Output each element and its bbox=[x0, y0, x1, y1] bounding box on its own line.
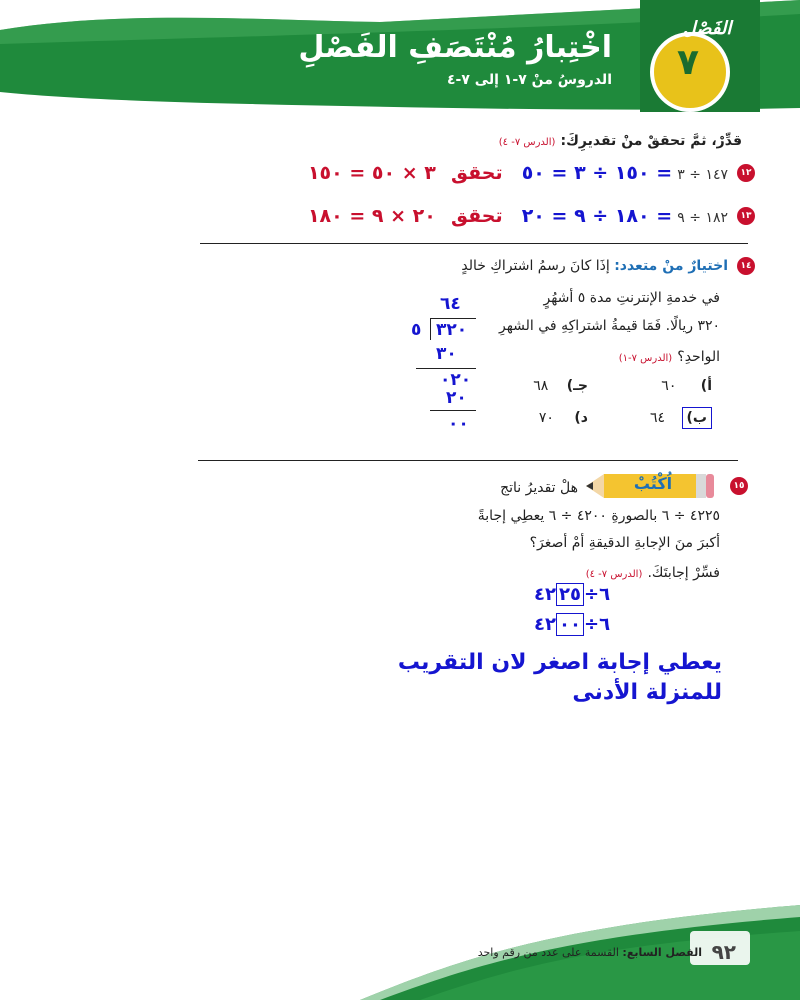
work-quotient: ٦٤ bbox=[440, 294, 461, 314]
mcq-text: إذَا كانَ رسمُ اشتراكِ خالدٍ bbox=[461, 258, 610, 274]
work-divisor: ٥ bbox=[411, 320, 422, 340]
check-label: تحقق bbox=[450, 205, 503, 227]
footer-chapter-title: القسمة على عدد من رقم واحد bbox=[477, 946, 619, 959]
work-expression: ٦÷٤٢ bbox=[534, 614, 611, 635]
work-dividend: ٣٢٠ bbox=[436, 320, 468, 340]
divider bbox=[198, 460, 738, 461]
option-value: ٦٤ bbox=[650, 410, 666, 426]
page-title: اخْتِبارُ مُنْتَصَفِ الفَصْلِ bbox=[298, 30, 612, 65]
handwritten-answer: يعطي إجابة اصغر لان التقريب للمنزلة الأدنى bbox=[397, 650, 722, 705]
divider bbox=[200, 243, 748, 244]
lesson-ref: (الدرس ٧-١) bbox=[618, 353, 673, 364]
write-title: هلْ تقديرُ ناتج bbox=[500, 480, 578, 496]
exercise-problem: ١٨٢ ÷ ٩ bbox=[677, 210, 728, 226]
option-letter: د) bbox=[574, 410, 588, 426]
work-row bbox=[534, 584, 610, 605]
work-line bbox=[416, 368, 476, 369]
option-value: ٦٠ bbox=[661, 378, 677, 394]
page-number: ٩٢ bbox=[711, 940, 736, 964]
write-line1: ٤٢٢٥ ÷ ٦ بالصورةِ ٤٢٠٠ ÷ ٦ يعطِي إجابةً bbox=[477, 508, 720, 524]
write-banner: اُكْتُبْ bbox=[633, 474, 673, 493]
mcq-line1 bbox=[461, 258, 728, 274]
lesson-ref: (الدرس ٧- ٤) bbox=[498, 137, 556, 148]
option-b[interactable] bbox=[650, 410, 712, 426]
write-line3 bbox=[586, 562, 720, 581]
instruction-text: قدِّرْ، ثمَّ تحققْ منْ تقديرِكَ: bbox=[560, 133, 742, 149]
chapter-label: الفَصْل bbox=[682, 18, 732, 39]
instruction bbox=[499, 130, 742, 149]
work-line bbox=[430, 410, 476, 411]
division-bar bbox=[430, 318, 476, 319]
option-d[interactable] bbox=[539, 410, 588, 426]
exercise-row bbox=[308, 205, 728, 227]
question-number: ١٥ bbox=[730, 477, 748, 495]
handwritten-estimate: = ١٨٠ ÷ ٩ = ٢٠ bbox=[521, 205, 673, 227]
work-step: ٢٠ bbox=[446, 388, 467, 408]
work-remainder: ٠٠ bbox=[448, 414, 469, 434]
option-letter-selected: ب) bbox=[682, 407, 712, 429]
handwritten-check: ٢٠ × ٩ = ١٨٠ bbox=[307, 205, 436, 227]
work-boxed: ٢٥ bbox=[556, 583, 584, 606]
mcq-question: الواحدِ؟ bbox=[677, 349, 720, 365]
exercise-row bbox=[308, 162, 728, 184]
lesson-ref: (الدرس ٧- ٤) bbox=[585, 569, 643, 580]
work-step: ٣٠ bbox=[436, 344, 457, 364]
option-letter: أ) bbox=[700, 378, 712, 394]
mcq-label: اختيارٌ منْ متعدد: bbox=[614, 258, 728, 274]
handwritten-check: ٣ × ٥٠ = ١٥٠ bbox=[307, 162, 436, 184]
option-c[interactable] bbox=[533, 378, 588, 394]
page-subtitle: الدروسُ منْ ٧-١ إلى ٧-٤ bbox=[446, 72, 612, 88]
option-letter: جـ) bbox=[566, 378, 588, 394]
write-instruction: فسِّرْ إجابتَكَ. bbox=[647, 565, 720, 581]
question-number: ١٢ bbox=[737, 164, 755, 182]
work-expression: ٦÷٤٢ bbox=[534, 584, 611, 605]
division-bracket bbox=[430, 318, 431, 340]
chapter-number: ٧ bbox=[677, 42, 699, 83]
exercise-problem: ١٤٧ ÷ ٣ bbox=[677, 167, 728, 183]
mcq-line2: في خدمةِ الإنترنتِ مدة ٥ أشهُرٍ bbox=[543, 290, 720, 306]
question-number: ١٣ bbox=[737, 207, 755, 225]
footer-chapter-label: الفصل السابع: bbox=[622, 946, 702, 959]
question-number: ١٤ bbox=[737, 257, 755, 275]
mcq-line3: ٣٢٠ ريالًا. فَمَا قيمةُ اشتراكِهِ في الشهرِ bbox=[498, 318, 720, 334]
option-a[interactable] bbox=[661, 378, 712, 394]
handwritten-estimate: = ١٥٠ ÷ ٣ = ٥٠ bbox=[521, 162, 673, 184]
work-step: ٠٢٠ bbox=[440, 370, 472, 390]
work-boxed: ٠٠ bbox=[556, 613, 584, 636]
footer-caption bbox=[478, 946, 702, 959]
write-line2: أكبرَ منَ الإجابةِ الدقيقةِ أمْ أصغرَ؟ bbox=[529, 535, 720, 551]
option-value: ٦٨ bbox=[533, 378, 549, 394]
mcq-line4 bbox=[619, 346, 720, 365]
option-value: ٧٠ bbox=[538, 410, 554, 426]
check-label: تحقق bbox=[450, 162, 503, 184]
work-row bbox=[534, 614, 610, 635]
